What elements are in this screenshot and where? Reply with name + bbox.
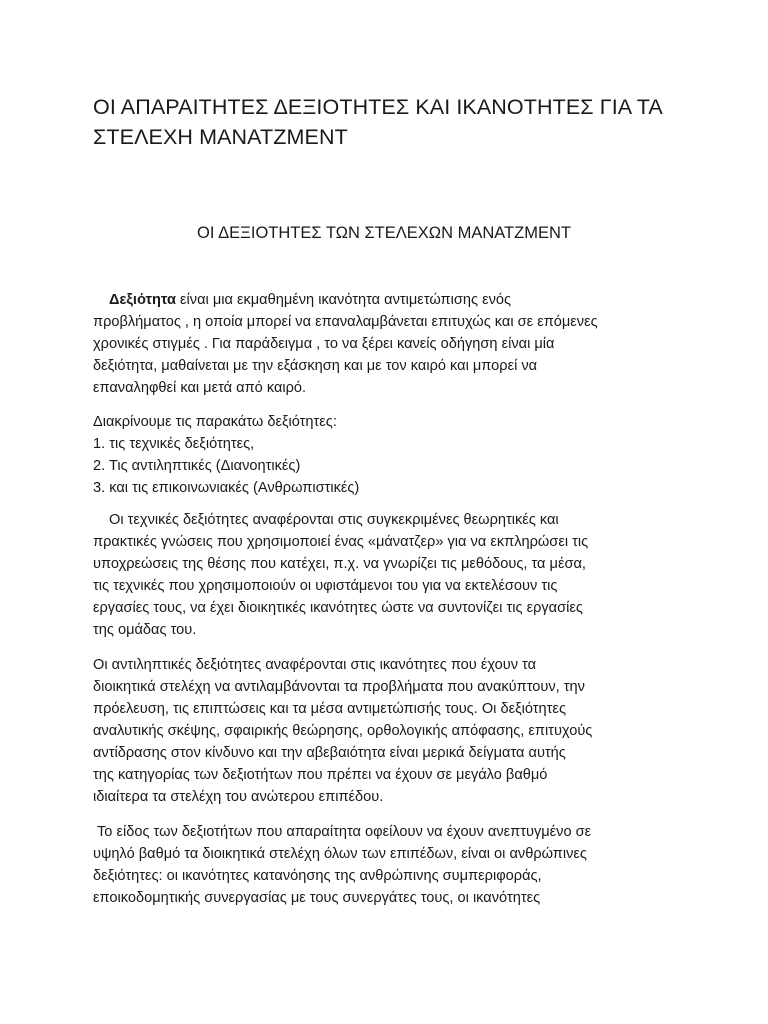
- paragraph-line: αναλυτικής σκέψης, σφαιρικής θεώρησης, ορθολογικής απόφασης, επιτυχούς: [93, 723, 593, 739]
- paragraph-line: επαναληφθεί και μετά από καιρό.: [93, 380, 307, 396]
- paragraph-line: τις τεχνικές που χρησιμοποιούν οι υφιστάμενοι του για να εκτελέσουν τις: [93, 578, 558, 594]
- paragraph-line: ιδιαίτερα τα στελέχη του ανώτερου επιπέδου.: [93, 789, 384, 805]
- paragraph-conceptual-skills: [93, 654, 683, 808]
- paragraph-line: αντίδρασης στον κίνδυνο και την αβεβαιότητα είναι μερικά δείγματα αυτής: [93, 745, 566, 761]
- paragraph-line: πρακτικές γνώσεις που χρησιμοποιεί ένας «μάνατζερ» για να εκπληρώσει τις: [93, 534, 589, 550]
- paragraph-line: Το είδος των δεξιοτήτων που απαραίτητα οφείλουν να έχουν ανεπτυγμένο σε: [97, 824, 592, 840]
- paragraph-line: εργασίες τους, να έχει διοικητικές ικανότητες ώστε να συντονίζει τις εργασίες: [93, 600, 583, 616]
- list-intro: Διακρίνουμε τις παρακάτω δεξιότητες:: [93, 414, 337, 430]
- bold-term: Δεξιότητα: [109, 292, 176, 308]
- paragraph-definition: [93, 289, 683, 399]
- list-item: 2. Τις αντιληπτικές (Διανοητικές): [93, 458, 301, 474]
- section-heading: ΟΙ ΔΕΞΙΟΤΗΤΕΣ ΤΩΝ ΣΤΕΛΕΧΩΝ ΜΑΝΑΤΖΜΕΝΤ: [197, 224, 571, 242]
- title-line: ΣΤΕΛΕΧΗ ΜΑΝΑΤΖΜΕΝΤ: [93, 125, 348, 149]
- paragraph-text: είναι μια εκμαθημένη ικανότητα αντιμετώπισης ενός: [175, 292, 512, 308]
- paragraph-line: διοικητικά στελέχη να αντιλαμβάνονται τα προβλήματα που ανακύπτουν, την: [93, 679, 585, 695]
- paragraph-human-skills: [93, 821, 683, 909]
- paragraph-line: υψηλό βαθμό τα διοικητικά στελέχη όλων των επιπέδων, είναι οι ανθρώπινες: [93, 846, 587, 862]
- paragraph-line: Οι τεχνικές δεξιότητες αναφέρονται στις συγκεκριμένες θεωρητικές και: [109, 512, 559, 528]
- paragraph-line: της ομάδας του.: [93, 622, 197, 638]
- list-item: 3. και τις επικοινωνιακές (Ανθρωπιστικές): [93, 480, 360, 496]
- paragraph-line: δεξιότητες: οι ικανότητες κατανόησης της ανθρώπινης συμπεριφοράς,: [93, 868, 542, 884]
- paragraph-line: πρόελευση, τις επιπτώσεις και τα μέσα αντιμετώπισής τους. Οι δεξιότητες: [93, 701, 566, 717]
- paragraph-line: [93, 289, 683, 311]
- document-title: [93, 92, 693, 152]
- paragraph-line: της κατηγορίας των δεξιοτήτων που πρέπει να έχουν σε μεγάλο βαθμό: [93, 767, 548, 783]
- paragraph-line: υποχρεώσεις της θέσης που κατέχει, π.χ. να γνωρίζει τις μεθόδους, τα μέσα,: [93, 556, 586, 572]
- list-item: 1. τις τεχνικές δεξιότητες,: [93, 436, 255, 452]
- paragraph-technical-skills: [93, 509, 683, 641]
- paragraph-skill-list: [93, 411, 683, 499]
- paragraph-line: προβλήματος , η οποία μπορεί να επαναλαμβάνεται επιτυχώς και σε επόμενες: [93, 314, 598, 330]
- paragraph-line: εποικοδομητικής συνεργασίας με τους συνεργάτες τους, οι ικανότητες: [93, 890, 541, 906]
- title-line: ΟΙ ΑΠΑΡΑΙΤΗΤΕΣ ΔΕΞΙΟΤΗΤΕΣ ΚΑΙ ΙΚΑΝΟΤΗΤΕΣ ΓΙΑ ΤΑ: [93, 95, 663, 119]
- paragraph-line: χρονικές στιγμές . Για παράδειγμα , το να ξέρει κανείς οδήγηση είναι μία: [93, 336, 555, 352]
- paragraph-line: δεξιότητα, μαθαίνεται με την εξάσκηση και με τον καιρό και μπορεί να: [93, 358, 538, 374]
- paragraph-line: Οι αντιληπτικές δεξιότητες αναφέρονται στις ικανότητες που έχουν τα: [93, 657, 537, 673]
